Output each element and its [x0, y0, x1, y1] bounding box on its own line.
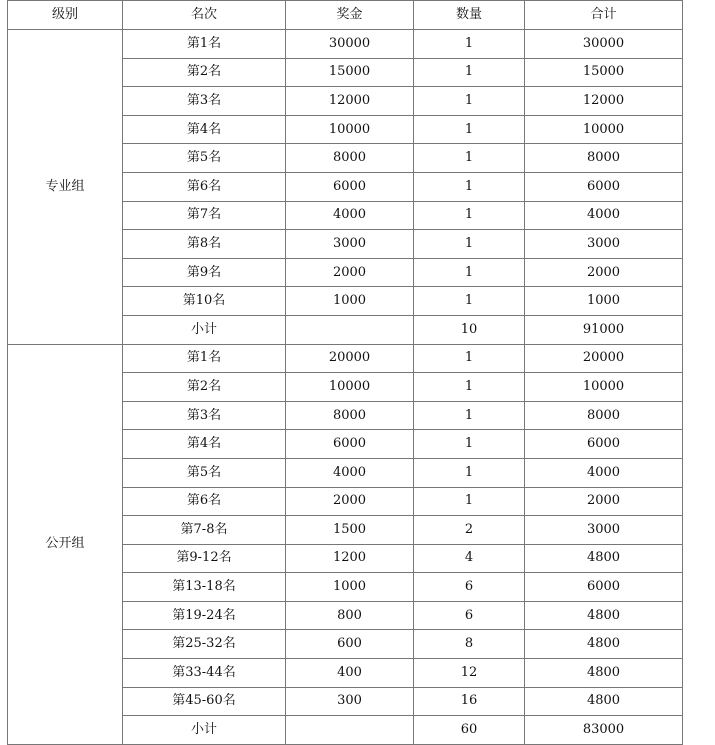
- rank-cell: 第4名: [123, 115, 286, 144]
- rank-cell: 第6名: [123, 487, 286, 516]
- rank-cell: 第25-32名: [123, 630, 286, 659]
- prize-cell: 800: [286, 601, 414, 630]
- total-cell: 4000: [525, 458, 683, 487]
- count-cell: 6: [414, 601, 525, 630]
- rank-cell: 第45-60名: [123, 687, 286, 716]
- total-cell: 4800: [525, 630, 683, 659]
- group-name-cell: 专业组: [8, 30, 123, 345]
- rank-cell: 第7名: [123, 201, 286, 230]
- total-cell: 12000: [525, 87, 683, 116]
- prize-cell: 2000: [286, 487, 414, 516]
- total-cell: 4800: [525, 544, 683, 573]
- prize-cell: 1500: [286, 516, 414, 545]
- total-cell: 2000: [525, 487, 683, 516]
- rank-cell: 第13-18名: [123, 573, 286, 602]
- header-total: 合计: [525, 1, 683, 30]
- prize-cell: 8000: [286, 401, 414, 430]
- rank-cell: 第3名: [123, 87, 286, 116]
- rank-cell: 小计: [123, 716, 286, 745]
- total-cell: 2000: [525, 258, 683, 287]
- rank-cell: 第1名: [123, 344, 286, 373]
- prize-cell: 300: [286, 687, 414, 716]
- count-cell: 1: [414, 373, 525, 402]
- count-cell: 10: [414, 315, 525, 344]
- table-row: [8, 344, 683, 373]
- count-cell: 12: [414, 659, 525, 688]
- prize-cell: 1200: [286, 544, 414, 573]
- prize-cell: 10000: [286, 373, 414, 402]
- total-cell: 4800: [525, 687, 683, 716]
- count-cell: 1: [414, 401, 525, 430]
- rank-cell: 第33-44名: [123, 659, 286, 688]
- total-cell: 4000: [525, 201, 683, 230]
- rank-cell: 第9名: [123, 258, 286, 287]
- rank-cell: 第1名: [123, 30, 286, 59]
- count-cell: 16: [414, 687, 525, 716]
- total-cell: 4800: [525, 601, 683, 630]
- count-cell: 1: [414, 58, 525, 87]
- prize-cell: 8000: [286, 144, 414, 173]
- total-cell: 3000: [525, 516, 683, 545]
- total-cell: 15000: [525, 58, 683, 87]
- count-cell: 8: [414, 630, 525, 659]
- header-prize: 奖金: [286, 1, 414, 30]
- rank-cell: 第3名: [123, 401, 286, 430]
- prize-cell: 3000: [286, 230, 414, 259]
- rank-cell: 小计: [123, 315, 286, 344]
- prize-cell: 6000: [286, 172, 414, 201]
- rank-cell: 第9-12名: [123, 544, 286, 573]
- count-cell: 1: [414, 30, 525, 59]
- table-row: [8, 30, 683, 59]
- total-cell: 83000: [525, 716, 683, 745]
- rank-cell: 第5名: [123, 144, 286, 173]
- total-cell: 20000: [525, 344, 683, 373]
- count-cell: 1: [414, 115, 525, 144]
- count-cell: 1: [414, 430, 525, 459]
- count-cell: 2: [414, 516, 525, 545]
- count-cell: 1: [414, 258, 525, 287]
- count-cell: 1: [414, 344, 525, 373]
- rank-cell: 第2名: [123, 58, 286, 87]
- rank-cell: 第6名: [123, 172, 286, 201]
- rank-cell: 第7-8名: [123, 516, 286, 545]
- count-cell: 1: [414, 487, 525, 516]
- count-cell: 1: [414, 458, 525, 487]
- table-header: [8, 1, 683, 30]
- rank-cell: 第2名: [123, 373, 286, 402]
- rank-cell: 第4名: [123, 430, 286, 459]
- total-cell: 1000: [525, 287, 683, 316]
- total-cell: 6000: [525, 573, 683, 602]
- prize-cell: [286, 315, 414, 344]
- rank-cell: 第8名: [123, 230, 286, 259]
- prize-cell: 2000: [286, 258, 414, 287]
- rank-cell: 第19-24名: [123, 601, 286, 630]
- count-cell: 6: [414, 573, 525, 602]
- header-level: 级别: [8, 1, 123, 30]
- prize-cell: 400: [286, 659, 414, 688]
- count-cell: 1: [414, 287, 525, 316]
- count-cell: 1: [414, 230, 525, 259]
- total-cell: 30000: [525, 30, 683, 59]
- total-cell: 3000: [525, 230, 683, 259]
- prize-cell: 1000: [286, 573, 414, 602]
- header-rank: 名次: [123, 1, 286, 30]
- prize-cell: 4000: [286, 201, 414, 230]
- prize-cell: 1000: [286, 287, 414, 316]
- prize-cell: 4000: [286, 458, 414, 487]
- group-name-cell: 公开组: [8, 344, 123, 744]
- count-cell: 1: [414, 172, 525, 201]
- prize-cell: 15000: [286, 58, 414, 87]
- prize-cell: 20000: [286, 344, 414, 373]
- total-cell: 6000: [525, 172, 683, 201]
- total-cell: 4800: [525, 659, 683, 688]
- prize-cell: 6000: [286, 430, 414, 459]
- total-cell: 6000: [525, 430, 683, 459]
- header-count: 数量: [414, 1, 525, 30]
- rank-cell: 第10名: [123, 287, 286, 316]
- header-row: [8, 1, 683, 30]
- prize-cell: 600: [286, 630, 414, 659]
- count-cell: 4: [414, 544, 525, 573]
- total-cell: 8000: [525, 144, 683, 173]
- rank-cell: 第5名: [123, 458, 286, 487]
- count-cell: 1: [414, 201, 525, 230]
- prize-table: [7, 0, 683, 745]
- count-cell: 1: [414, 144, 525, 173]
- count-cell: 1: [414, 87, 525, 116]
- total-cell: 10000: [525, 373, 683, 402]
- total-cell: 10000: [525, 115, 683, 144]
- table-body: [8, 30, 683, 745]
- total-cell: 8000: [525, 401, 683, 430]
- prize-cell: 12000: [286, 87, 414, 116]
- total-cell: 91000: [525, 315, 683, 344]
- count-cell: 60: [414, 716, 525, 745]
- prize-cell: 10000: [286, 115, 414, 144]
- prize-cell: [286, 716, 414, 745]
- prize-cell: 30000: [286, 30, 414, 59]
